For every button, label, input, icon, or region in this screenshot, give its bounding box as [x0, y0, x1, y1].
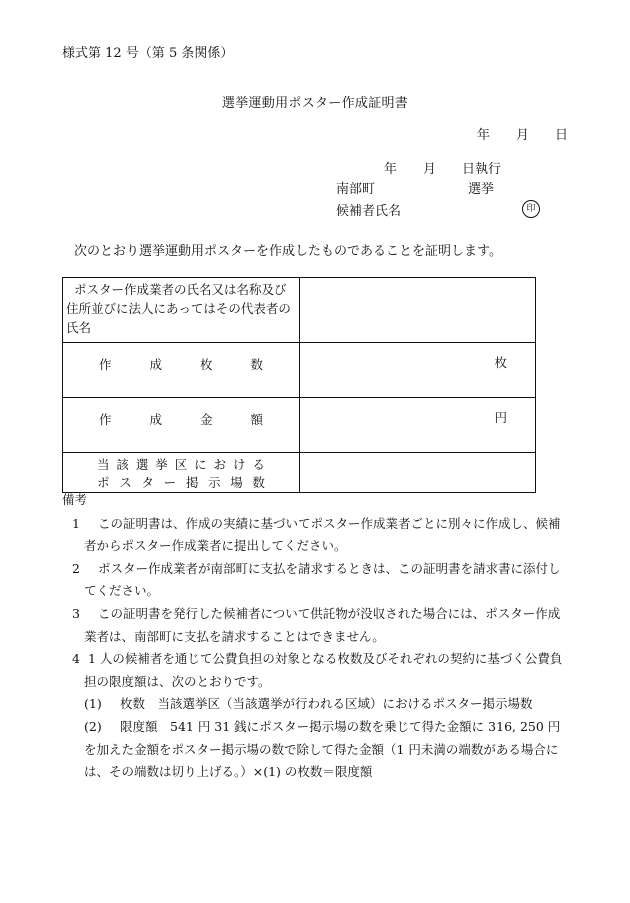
amount-value[interactable] [300, 398, 536, 453]
sub-item: (2) 限度額 541 円 31 銭にポスター掲示場の数を乗じて得た金額に 316, 250 円を加えた金額をポスター掲示場の数で除して得た金額（1 円未満の端数がある場合には、その端数は切り上げる。）×(1) の枚数＝限度額 [84, 718, 561, 780]
seal-stamp: 印 [522, 200, 540, 218]
table-row [63, 278, 536, 343]
election-label: 選挙 [468, 182, 495, 197]
document-title: 選挙運動用ポスター作成証明書 [221, 96, 409, 111]
quantity-label: 作 成 枚 数 [63, 343, 300, 398]
poster-board-count-label: 当 該 選 挙 区 に お け る ポ ス タ ー 掲 示 場 数 [63, 453, 300, 493]
election-month: 月 [423, 162, 437, 177]
list-item: 1 この証明書は、作成の実績に基づいてポスター作成業者ごとに別々に作成し、候補者からポスター作成業者に提出してください。 [72, 515, 561, 554]
election-date [384, 158, 501, 177]
form-number: 様式第 12 号（第 5 条関係） [62, 46, 234, 61]
sub-item: (1) 枚数 当該選挙区（当該選挙が行われる区域）におけるポスター掲示場数 [84, 696, 533, 712]
poster-board-count-value[interactable] [300, 453, 536, 493]
unit-yen: 円 [494, 410, 507, 425]
unit-sheets: 枚 [494, 355, 507, 370]
election-year: 年 [384, 162, 398, 177]
table-row [63, 453, 536, 493]
list-item: 2 ポスター作成業者が南部町に支払を請求するときは、この証明書を請求書に添付してください。 [72, 560, 561, 599]
election-name [336, 178, 494, 197]
quantity-value[interactable] [300, 343, 536, 398]
issue-date [477, 124, 568, 143]
list-item: 4 1 人の候補者を通じて公費負担の対象となる枚数及びそれぞれの契約に基づく公費負担の限度額は、次のとおりです。 [72, 651, 563, 689]
certificate-table [62, 277, 536, 493]
remarks-heading: 備考 [62, 492, 88, 507]
certification-statement: 次のとおり選挙運動用ポスターを作成したものであることを証明します。 [74, 244, 502, 259]
remarks [62, 489, 572, 784]
town-name: 南部町 [336, 182, 376, 197]
vendor-label: ポスター作成業者の氏名又は名称及び住所並びに法人にあってはその代表者の氏名 [63, 278, 300, 343]
date-day: 日 [554, 128, 568, 143]
amount-label: 作 成 金 額 [63, 398, 300, 453]
table-row [63, 398, 536, 453]
date-year: 年 [476, 128, 490, 143]
table-row [63, 343, 536, 398]
list-item: 3 この証明書を発行した候補者について供託物が没収された場合には、ポスター作成業者は、南部町に支払を請求することはできません。 [72, 605, 561, 644]
candidate-name-label: 候補者氏名 [336, 204, 402, 219]
election-day-held: 日執行 [462, 162, 502, 177]
vendor-value[interactable] [300, 278, 536, 343]
date-month: 月 [515, 128, 529, 143]
